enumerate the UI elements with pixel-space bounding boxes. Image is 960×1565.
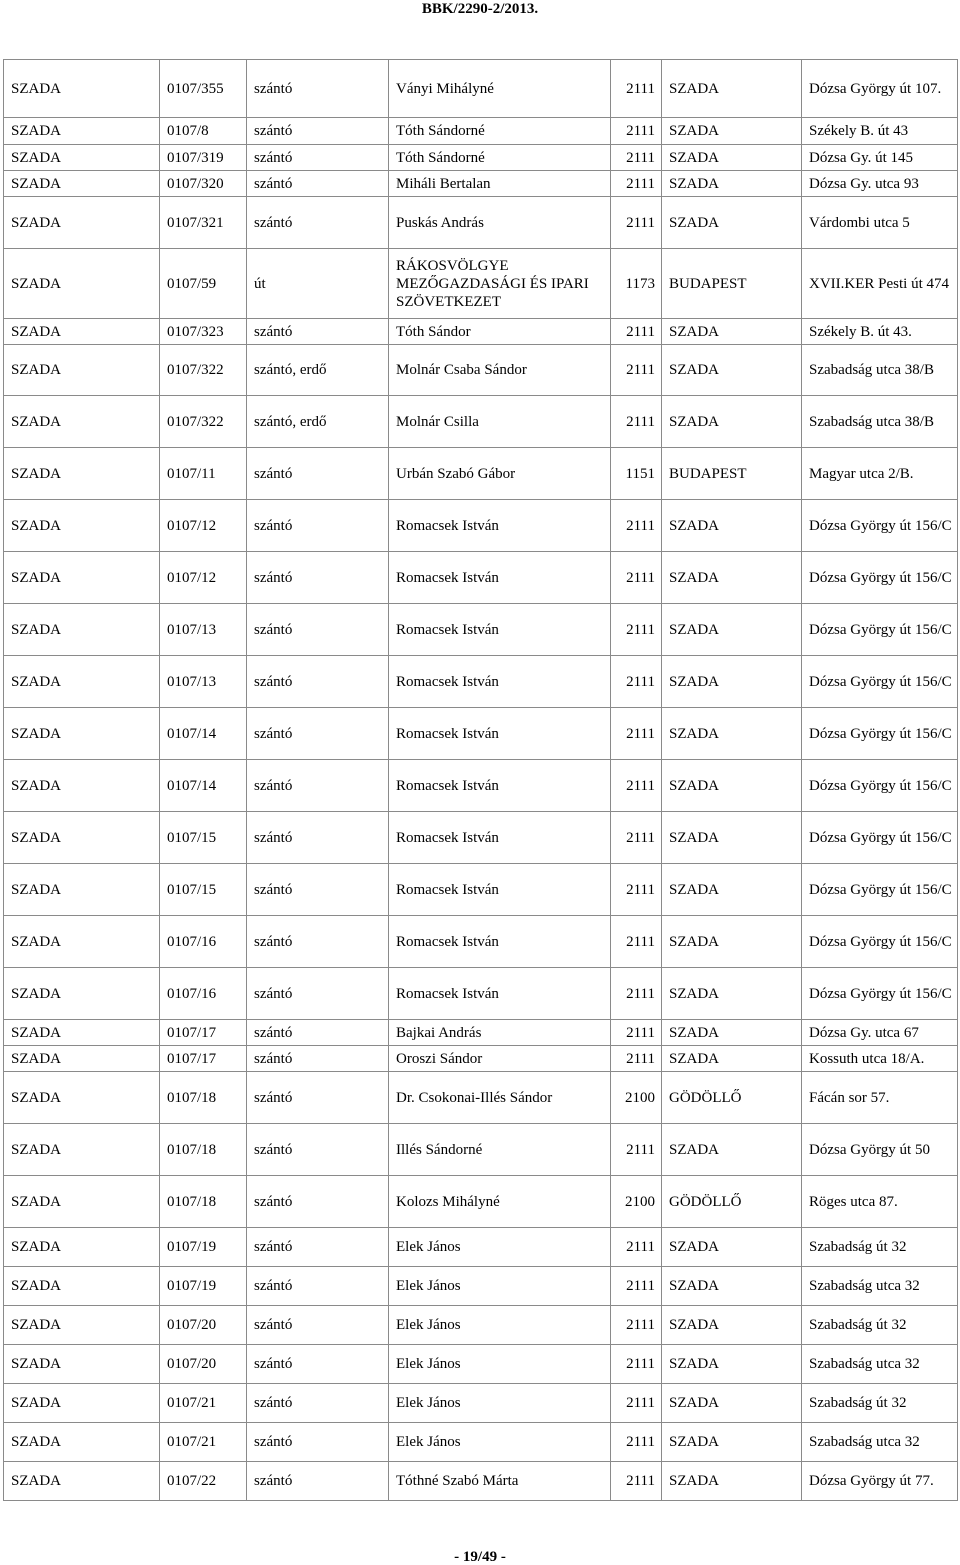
zip-cell: 2111 (611, 656, 662, 708)
parcel-cell: 0107/15 (160, 864, 247, 916)
cultivation-cell: szántó (247, 145, 389, 171)
parcel-cell: 0107/21 (160, 1384, 247, 1423)
cultivation-cell: szántó (247, 1072, 389, 1124)
zip-cell: 2111 (611, 552, 662, 604)
parcel-cell: 0107/15 (160, 812, 247, 864)
settlement-cell: SZADA (4, 1228, 160, 1267)
zip-cell: 2111 (611, 1462, 662, 1501)
owner-table-body (4, 60, 958, 1501)
city-cell: GÖDÖLLŐ (662, 1176, 802, 1228)
cultivation-cell: szántó (247, 708, 389, 760)
table-row (4, 345, 958, 396)
address-cell: Dózsa György út 77. (802, 1462, 958, 1501)
table-row (4, 708, 958, 760)
city-cell: SZADA (662, 1020, 802, 1046)
address-cell: Székely B. út 43. (802, 319, 958, 345)
cultivation-cell: szántó (247, 197, 389, 249)
table-row (4, 1306, 958, 1345)
address-cell: Kossuth utca 18/A. (802, 1046, 958, 1072)
zip-cell: 2111 (611, 604, 662, 656)
zip-cell: 2100 (611, 1072, 662, 1124)
zip-cell: 2111 (611, 1267, 662, 1306)
parcel-cell: 0107/21 (160, 1423, 247, 1462)
parcel-cell: 0107/20 (160, 1345, 247, 1384)
cultivation-cell: szántó (247, 1345, 389, 1384)
city-cell: BUDAPEST (662, 448, 802, 500)
settlement-cell: SZADA (4, 1462, 160, 1501)
zip-cell: 2111 (611, 60, 662, 118)
parcel-cell: 0107/11 (160, 448, 247, 500)
cultivation-cell: szántó (247, 1046, 389, 1072)
settlement-cell: SZADA (4, 1072, 160, 1124)
address-cell: Székely B. út 43 (802, 118, 958, 145)
owner-cell: Tóth Sándor (389, 319, 611, 345)
owner-cell: Molnár Csaba Sándor (389, 345, 611, 396)
cultivation-cell: szántó (247, 171, 389, 197)
table-row (4, 1423, 958, 1462)
address-cell: Dózsa György út 156/C (802, 656, 958, 708)
city-cell: SZADA (662, 916, 802, 968)
settlement-cell: SZADA (4, 604, 160, 656)
settlement-cell: SZADA (4, 118, 160, 145)
parcel-cell: 0107/13 (160, 604, 247, 656)
address-cell: Szabadság út 32 (802, 1228, 958, 1267)
cultivation-cell: szántó (247, 1423, 389, 1462)
address-cell: Fácán sor 57. (802, 1072, 958, 1124)
zip-cell: 1173 (611, 249, 662, 319)
parcel-cell: 0107/13 (160, 656, 247, 708)
owner-cell: Bajkai András (389, 1020, 611, 1046)
address-cell: Dózsa György út 156/C (802, 864, 958, 916)
parcel-cell: 0107/20 (160, 1306, 247, 1345)
address-cell: Dózsa György út 156/C (802, 500, 958, 552)
settlement-cell: SZADA (4, 1124, 160, 1176)
settlement-cell: SZADA (4, 708, 160, 760)
table-row (4, 604, 958, 656)
cultivation-cell: szántó, erdő (247, 345, 389, 396)
settlement-cell: SZADA (4, 1306, 160, 1345)
address-cell: Dózsa György út 156/C (802, 552, 958, 604)
city-cell: SZADA (662, 319, 802, 345)
parcel-cell: 0107/16 (160, 968, 247, 1020)
table-row (4, 249, 958, 319)
table-row (4, 1072, 958, 1124)
table-row (4, 145, 958, 171)
cultivation-cell: szántó (247, 552, 389, 604)
city-cell: SZADA (662, 171, 802, 197)
address-cell: Dózsa György út 156/C (802, 708, 958, 760)
table-row (4, 500, 958, 552)
table-row (4, 1124, 958, 1176)
parcel-cell: 0107/18 (160, 1176, 247, 1228)
zip-cell: 2111 (611, 197, 662, 249)
parcel-cell: 0107/12 (160, 500, 247, 552)
parcel-cell: 0107/17 (160, 1046, 247, 1072)
cultivation-cell: szántó (247, 604, 389, 656)
page-number: - 19/49 - (454, 1549, 506, 1565)
zip-cell: 2111 (611, 118, 662, 145)
settlement-cell: SZADA (4, 552, 160, 604)
city-cell: SZADA (662, 812, 802, 864)
owner-cell: Dr. Csokonai-Illés Sándor (389, 1072, 611, 1124)
owner-cell: Urbán Szabó Gábor (389, 448, 611, 500)
zip-cell: 2111 (611, 145, 662, 171)
table-row (4, 968, 958, 1020)
owner-cell: Miháli Bertalan (389, 171, 611, 197)
owner-table (3, 59, 958, 1501)
settlement-cell: SZADA (4, 500, 160, 552)
owner-cell: Kolozs Mihályné (389, 1176, 611, 1228)
table-row (4, 864, 958, 916)
table-row (4, 197, 958, 249)
parcel-cell: 0107/320 (160, 171, 247, 197)
address-cell: Magyar utca 2/B. (802, 448, 958, 500)
table-row (4, 1462, 958, 1501)
address-cell: Várdombi utca 5 (802, 197, 958, 249)
city-cell: SZADA (662, 1124, 802, 1176)
parcel-cell: 0107/322 (160, 396, 247, 448)
owner-cell: Elek János (389, 1384, 611, 1423)
table-row (4, 916, 958, 968)
cultivation-cell: szántó (247, 1124, 389, 1176)
table-row (4, 1228, 958, 1267)
parcel-cell: 0107/323 (160, 319, 247, 345)
zip-cell: 2111 (611, 1228, 662, 1267)
cultivation-cell: szántó, erdő (247, 396, 389, 448)
address-cell: Röges utca 87. (802, 1176, 958, 1228)
cultivation-cell: szántó (247, 760, 389, 812)
cultivation-cell: szántó (247, 864, 389, 916)
parcel-cell: 0107/22 (160, 1462, 247, 1501)
zip-cell: 2111 (611, 171, 662, 197)
owner-cell: Romacsek István (389, 968, 611, 1020)
city-cell: SZADA (662, 1306, 802, 1345)
zip-cell: 1151 (611, 448, 662, 500)
zip-cell: 2111 (611, 1020, 662, 1046)
cultivation-cell: szántó (247, 1176, 389, 1228)
address-cell: Dózsa György út 107. (802, 60, 958, 118)
cultivation-cell: szántó (247, 1267, 389, 1306)
owner-cell: Romacsek István (389, 864, 611, 916)
settlement-cell: SZADA (4, 396, 160, 448)
cultivation-cell: szántó (247, 118, 389, 145)
owner-cell: Romacsek István (389, 604, 611, 656)
city-cell: SZADA (662, 500, 802, 552)
settlement-cell: SZADA (4, 1267, 160, 1306)
city-cell: SZADA (662, 1423, 802, 1462)
owner-cell: Oroszi Sándor (389, 1046, 611, 1072)
address-cell: Szabadság utca 38/B (802, 396, 958, 448)
address-cell: Dózsa György út 156/C (802, 760, 958, 812)
zip-cell: 2111 (611, 319, 662, 345)
settlement-cell: SZADA (4, 1020, 160, 1046)
parcel-cell: 0107/14 (160, 708, 247, 760)
city-cell: SZADA (662, 864, 802, 916)
address-cell: Dózsa György út 50 (802, 1124, 958, 1176)
city-cell: SZADA (662, 145, 802, 171)
address-cell: Szabadság utca 32 (802, 1267, 958, 1306)
city-cell: SZADA (662, 1267, 802, 1306)
owner-cell: Romacsek István (389, 656, 611, 708)
zip-cell: 2111 (611, 1306, 662, 1345)
settlement-cell: SZADA (4, 1423, 160, 1462)
owner-cell: Romacsek István (389, 760, 611, 812)
zip-cell: 2111 (611, 708, 662, 760)
table-row (4, 396, 958, 448)
parcel-cell: 0107/18 (160, 1072, 247, 1124)
city-cell: SZADA (662, 197, 802, 249)
table-row (4, 1176, 958, 1228)
parcel-cell: 0107/12 (160, 552, 247, 604)
address-cell: Dózsa György út 156/C (802, 968, 958, 1020)
settlement-cell: SZADA (4, 812, 160, 864)
parcel-cell: 0107/319 (160, 145, 247, 171)
city-cell: SZADA (662, 708, 802, 760)
zip-cell: 2111 (611, 916, 662, 968)
cultivation-cell: szántó (247, 448, 389, 500)
table-row (4, 1020, 958, 1046)
owner-cell: Elek János (389, 1423, 611, 1462)
city-cell: BUDAPEST (662, 249, 802, 319)
zip-cell: 2111 (611, 812, 662, 864)
parcel-cell: 0107/322 (160, 345, 247, 396)
address-cell: Szabadság út 32 (802, 1306, 958, 1345)
settlement-cell: SZADA (4, 1176, 160, 1228)
city-cell: SZADA (662, 1228, 802, 1267)
address-cell: Dózsa György út 156/C (802, 916, 958, 968)
cultivation-cell: szántó (247, 1462, 389, 1501)
owner-cell: Tóth Sándorné (389, 145, 611, 171)
cultivation-cell: szántó (247, 500, 389, 552)
table-row (4, 1384, 958, 1423)
settlement-cell: SZADA (4, 145, 160, 171)
settlement-cell: SZADA (4, 197, 160, 249)
table-row (4, 1345, 958, 1384)
parcel-cell: 0107/321 (160, 197, 247, 249)
owner-cell: Molnár Csilla (389, 396, 611, 448)
zip-cell: 2111 (611, 500, 662, 552)
zip-cell: 2111 (611, 968, 662, 1020)
zip-cell: 2111 (611, 396, 662, 448)
settlement-cell: SZADA (4, 448, 160, 500)
zip-cell: 2111 (611, 1423, 662, 1462)
city-cell: GÖDÖLLŐ (662, 1072, 802, 1124)
city-cell: SZADA (662, 604, 802, 656)
settlement-cell: SZADA (4, 656, 160, 708)
zip-cell: 2100 (611, 1176, 662, 1228)
city-cell: SZADA (662, 1046, 802, 1072)
address-cell: XVII.KER Pesti út 474 (802, 249, 958, 319)
table-row (4, 1046, 958, 1072)
table-row (4, 171, 958, 197)
parcel-cell: 0107/17 (160, 1020, 247, 1046)
owner-cell: Tóthné Szabó Márta (389, 1462, 611, 1501)
owner-cell: Elek János (389, 1306, 611, 1345)
table-row (4, 552, 958, 604)
city-cell: SZADA (662, 760, 802, 812)
city-cell: SZADA (662, 396, 802, 448)
owner-cell: Ványi Mihályné (389, 60, 611, 118)
settlement-cell: SZADA (4, 1046, 160, 1072)
cultivation-cell: szántó (247, 1228, 389, 1267)
document-header: BBK/2290-2/2013. (421, 1, 539, 17)
owner-cell: Puskás András (389, 197, 611, 249)
settlement-cell: SZADA (4, 916, 160, 968)
address-cell: Szabadság utca 32 (802, 1423, 958, 1462)
zip-cell: 2111 (611, 1124, 662, 1176)
cultivation-cell: szántó (247, 319, 389, 345)
table-row (4, 118, 958, 145)
address-cell: Dózsa György út 156/C (802, 604, 958, 656)
cultivation-cell: út (247, 249, 389, 319)
owner-cell: Romacsek István (389, 500, 611, 552)
cultivation-cell: szántó (247, 968, 389, 1020)
city-cell: SZADA (662, 1345, 802, 1384)
parcel-cell: 0107/19 (160, 1267, 247, 1306)
owner-cell: Elek János (389, 1228, 611, 1267)
address-cell: Dózsa György út 156/C (802, 812, 958, 864)
settlement-cell: SZADA (4, 249, 160, 319)
city-cell: SZADA (662, 1462, 802, 1501)
city-cell: SZADA (662, 1384, 802, 1423)
table-row (4, 812, 958, 864)
owner-cell: Tóth Sándorné (389, 118, 611, 145)
owner-cell: Elek János (389, 1345, 611, 1384)
owner-cell: Illés Sándorné (389, 1124, 611, 1176)
cultivation-cell: szántó (247, 60, 389, 118)
zip-cell: 2111 (611, 1345, 662, 1384)
settlement-cell: SZADA (4, 1345, 160, 1384)
owner-cell: Romacsek István (389, 552, 611, 604)
address-cell: Szabadság út 32 (802, 1384, 958, 1423)
table-row (4, 60, 958, 118)
parcel-cell: 0107/59 (160, 249, 247, 319)
parcel-cell: 0107/355 (160, 60, 247, 118)
address-cell: Dózsa Gy. utca 67 (802, 1020, 958, 1046)
table-row (4, 448, 958, 500)
cultivation-cell: szántó (247, 916, 389, 968)
cultivation-cell: szántó (247, 1384, 389, 1423)
zip-cell: 2111 (611, 345, 662, 396)
zip-cell: 2111 (611, 760, 662, 812)
city-cell: SZADA (662, 552, 802, 604)
address-cell: Szabadság utca 38/B (802, 345, 958, 396)
address-cell: Dózsa Gy. út 145 (802, 145, 958, 171)
parcel-cell: 0107/16 (160, 916, 247, 968)
settlement-cell: SZADA (4, 345, 160, 396)
table-row (4, 656, 958, 708)
settlement-cell: SZADA (4, 760, 160, 812)
owner-cell: Romacsek István (389, 916, 611, 968)
parcel-cell: 0107/18 (160, 1124, 247, 1176)
city-cell: SZADA (662, 656, 802, 708)
city-cell: SZADA (662, 345, 802, 396)
parcel-cell: 0107/8 (160, 118, 247, 145)
settlement-cell: SZADA (4, 1384, 160, 1423)
owner-cell: RÁKOSVÖLGYE MEZŐGAZDASÁGI ÉS IPARI SZÖVETKEZET (389, 249, 611, 319)
table-row (4, 760, 958, 812)
cultivation-cell: szántó (247, 812, 389, 864)
cultivation-cell: szántó (247, 1306, 389, 1345)
cultivation-cell: szántó (247, 656, 389, 708)
address-cell: Szabadság utca 32 (802, 1345, 958, 1384)
cultivation-cell: szántó (247, 1020, 389, 1046)
settlement-cell: SZADA (4, 171, 160, 197)
zip-cell: 2111 (611, 864, 662, 916)
city-cell: SZADA (662, 968, 802, 1020)
zip-cell: 2111 (611, 1046, 662, 1072)
owner-cell: Elek János (389, 1267, 611, 1306)
settlement-cell: SZADA (4, 60, 160, 118)
parcel-cell: 0107/14 (160, 760, 247, 812)
settlement-cell: SZADA (4, 968, 160, 1020)
city-cell: SZADA (662, 60, 802, 118)
table-row (4, 319, 958, 345)
table-row (4, 1267, 958, 1306)
owner-cell: Romacsek István (389, 708, 611, 760)
settlement-cell: SZADA (4, 319, 160, 345)
city-cell: SZADA (662, 118, 802, 145)
zip-cell: 2111 (611, 1384, 662, 1423)
parcel-cell: 0107/19 (160, 1228, 247, 1267)
settlement-cell: SZADA (4, 864, 160, 916)
address-cell: Dózsa Gy. utca 93 (802, 171, 958, 197)
owner-cell: Romacsek István (389, 812, 611, 864)
